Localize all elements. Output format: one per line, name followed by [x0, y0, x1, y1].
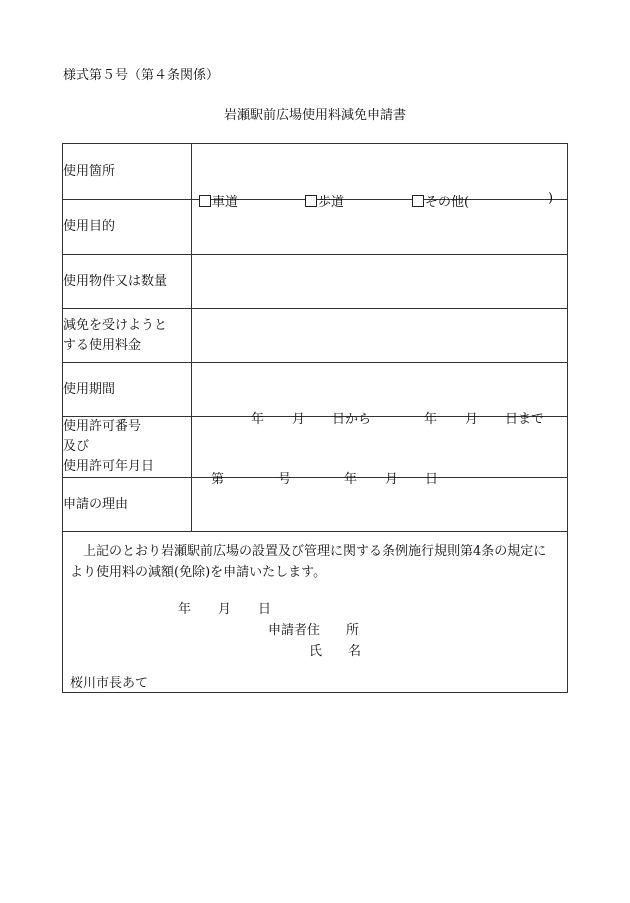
field-purpose[interactable] [192, 200, 568, 255]
applicant-address-label: 申請者住 所 [268, 623, 360, 638]
row-fee [63, 309, 568, 363]
permit-go: 号 [278, 472, 292, 487]
label-permit-line3: 使用許可年月日 [63, 459, 155, 474]
checkbox-icon[interactable] [412, 195, 424, 207]
field-reason[interactable] [192, 478, 568, 532]
cell-location [192, 144, 568, 210]
period-month1: 月 [292, 411, 306, 427]
period-month2: 月 [465, 411, 479, 427]
applicant-name-label: 氏 名 [309, 644, 362, 659]
label-location: 使用箇所 [63, 144, 192, 200]
form-number: 様式第５号（第４条関係） [63, 68, 220, 83]
field-fee[interactable] [192, 309, 568, 363]
label-fee [63, 309, 192, 363]
label-permit [63, 417, 192, 478]
period-year2: 年 [424, 411, 438, 427]
form-title: 岩瀬駅前広場使用料減免申請書 [223, 108, 406, 123]
option-other-close: ) [548, 190, 554, 206]
label-permit-line2: 及び [63, 439, 90, 454]
row-reason [63, 478, 568, 532]
option-other-label: その他( [425, 194, 470, 210]
permit-day: 日 [425, 472, 439, 487]
option-other[interactable] [412, 191, 469, 210]
option-roadway[interactable] [199, 191, 238, 210]
label-purpose: 使用目的 [63, 200, 192, 255]
period-year1: 年 [251, 411, 265, 427]
addressee: 桜川市長あて [70, 676, 149, 691]
row-permit [63, 417, 568, 478]
row-period [63, 363, 568, 417]
permit-year: 年 [344, 472, 358, 487]
statement-line2: より使用料の減額(免除)を申請いたします。 [70, 565, 327, 580]
label-fee-line2: する使用料金 [63, 337, 142, 353]
date-day: 日 [258, 602, 272, 617]
label-items: 使用物件又は数量 [63, 255, 192, 309]
statement-line1: 上記のとおり岩瀬駅前広場の設置及び管理に関する条例施行規則第4条の規定に [83, 544, 547, 559]
option-sidewalk-label: 歩道 [318, 194, 345, 210]
option-sidewalk[interactable] [305, 191, 344, 210]
permit-dai: 第 [211, 472, 225, 487]
row-location [63, 144, 568, 200]
application-form-table [62, 143, 568, 693]
date-year: 年 [178, 602, 192, 617]
field-items[interactable] [192, 255, 568, 309]
label-fee-line1: 減免を受けようと [63, 317, 168, 333]
checkbox-icon[interactable] [305, 195, 317, 207]
period-until: 日まで [505, 411, 545, 427]
label-period: 使用期間 [63, 363, 192, 417]
row-statement [63, 532, 568, 693]
label-reason: 申請の理由 [63, 478, 192, 532]
period-from: 日から [332, 411, 372, 427]
permit-month: 月 [385, 472, 399, 487]
row-items [63, 255, 568, 309]
option-roadway-label: 車道 [212, 194, 239, 210]
date-month: 月 [218, 602, 232, 617]
checkbox-icon[interactable] [199, 195, 211, 207]
field-period[interactable] [192, 363, 568, 427]
label-permit-line1: 使用許可番号 [63, 419, 142, 434]
statement-cell [63, 532, 568, 693]
